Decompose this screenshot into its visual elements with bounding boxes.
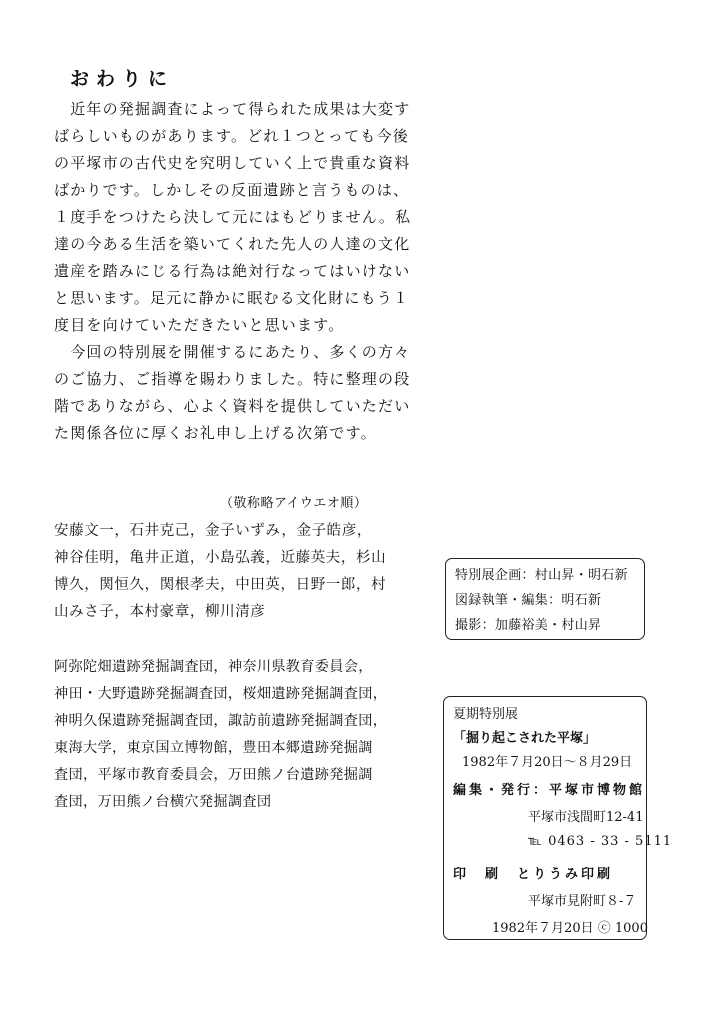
acknowledged-organizations bbox=[54, 654, 388, 816]
body-line: 達の今ある生活を築いてくれた先人の人達の文化 bbox=[54, 235, 411, 253]
body-line: と思います。足元に静かに眠むる文化財にもう１ bbox=[54, 289, 410, 307]
body-line: 度目を向けていただきたいと思います。 bbox=[54, 316, 345, 334]
body-line: の平塚市の古代史を究明していく上で貴重な資料 bbox=[54, 154, 411, 172]
body-line: ばらしいものがあります。どれ１つとっても今後 bbox=[54, 127, 409, 145]
closing-remarks-text bbox=[54, 96, 412, 447]
orgs-line: 東海大学，東京国立博物館，豊田本郷遺跡発掘調 bbox=[54, 740, 373, 756]
catalog-credit: 図録執筆・編集：明石新 bbox=[455, 593, 602, 608]
body-line: 階でありながら、心よく資料を提供していただい bbox=[54, 397, 411, 415]
names-line: 神谷佳明，亀井正道，小島弘義，近藤英夫，杉山 bbox=[54, 550, 387, 566]
acknowledged-persons bbox=[54, 518, 387, 626]
orgs-line: 神明久保遺跡発掘調査団，諏訪前遺跡発掘調査団， bbox=[54, 713, 388, 729]
orgs-line: 査団，平塚市教育委員会，万田熊ノ台遺跡発掘調 bbox=[54, 767, 373, 783]
colophon-box bbox=[443, 696, 673, 940]
printer-address: 平塚市見附町８-７ bbox=[528, 894, 637, 909]
orgs-line: 阿弥陀畑遺跡発掘調査団，神奈川県教育委員会， bbox=[54, 659, 373, 675]
publisher-address: 平塚市浅間町12-41 bbox=[528, 810, 644, 825]
names-line: 山みさ子，本村豪章，柳川清彦 bbox=[54, 604, 266, 620]
body-line: 近年の発掘調査によって得られた成果は大変す bbox=[54, 100, 411, 118]
orgs-line: 神田・大野遺跡発掘調査団，桜畑遺跡発掘調査団， bbox=[54, 686, 388, 702]
exhibition-label: 夏期特別展 bbox=[453, 707, 519, 722]
planning-credit: 特別展企画：村山昇・明石新 bbox=[455, 568, 628, 583]
names-line: 博久，関恒久，関根孝夫，中田英，日野一郎，村 bbox=[54, 577, 387, 593]
publication-date: 1982年７月20日 ⓒ 1000 bbox=[492, 921, 648, 936]
body-line: 今回の特別展を開催するにあたり、多くの方々 bbox=[54, 343, 411, 361]
page-title: おわりに bbox=[70, 68, 175, 90]
body-line: ばかりです。しかしその反面遺跡と言うものは、 bbox=[54, 181, 410, 199]
orgs-line: 査団，万田熊ノ台横穴発掘調査団 bbox=[54, 794, 272, 810]
credits-box bbox=[445, 558, 645, 640]
names-line: 安藤文一，石井克己，金子いずみ，金子皓彦， bbox=[54, 523, 372, 539]
honorific-note: （敬称略アイウエオ順） bbox=[220, 496, 368, 511]
body-line: た関係各位に厚くお礼申し上げる次第です。 bbox=[54, 424, 377, 442]
publisher-phone: ℡ 0463 - 33 - 5111 bbox=[528, 834, 673, 849]
photo-credit: 撮影：加藤裕美・村山昇 bbox=[455, 618, 602, 633]
printer: 印 刷 とりうみ印刷 bbox=[453, 867, 614, 882]
body-line: 遺産を踏みにじる行為は絶対行なってはいけない bbox=[54, 262, 411, 280]
publisher: 編集・発行：平塚市博物館 bbox=[453, 783, 646, 798]
body-line: のご協力、ご指導を賜わりました。特に整理の段 bbox=[54, 370, 411, 388]
exhibition-dates: 1982年７月20日～８月29日 bbox=[462, 755, 633, 770]
body-line: １度手をつけたら決して元にはもどりません。私 bbox=[54, 208, 412, 226]
exhibition-title: 「掘り起こされた平塚」 bbox=[453, 731, 597, 746]
